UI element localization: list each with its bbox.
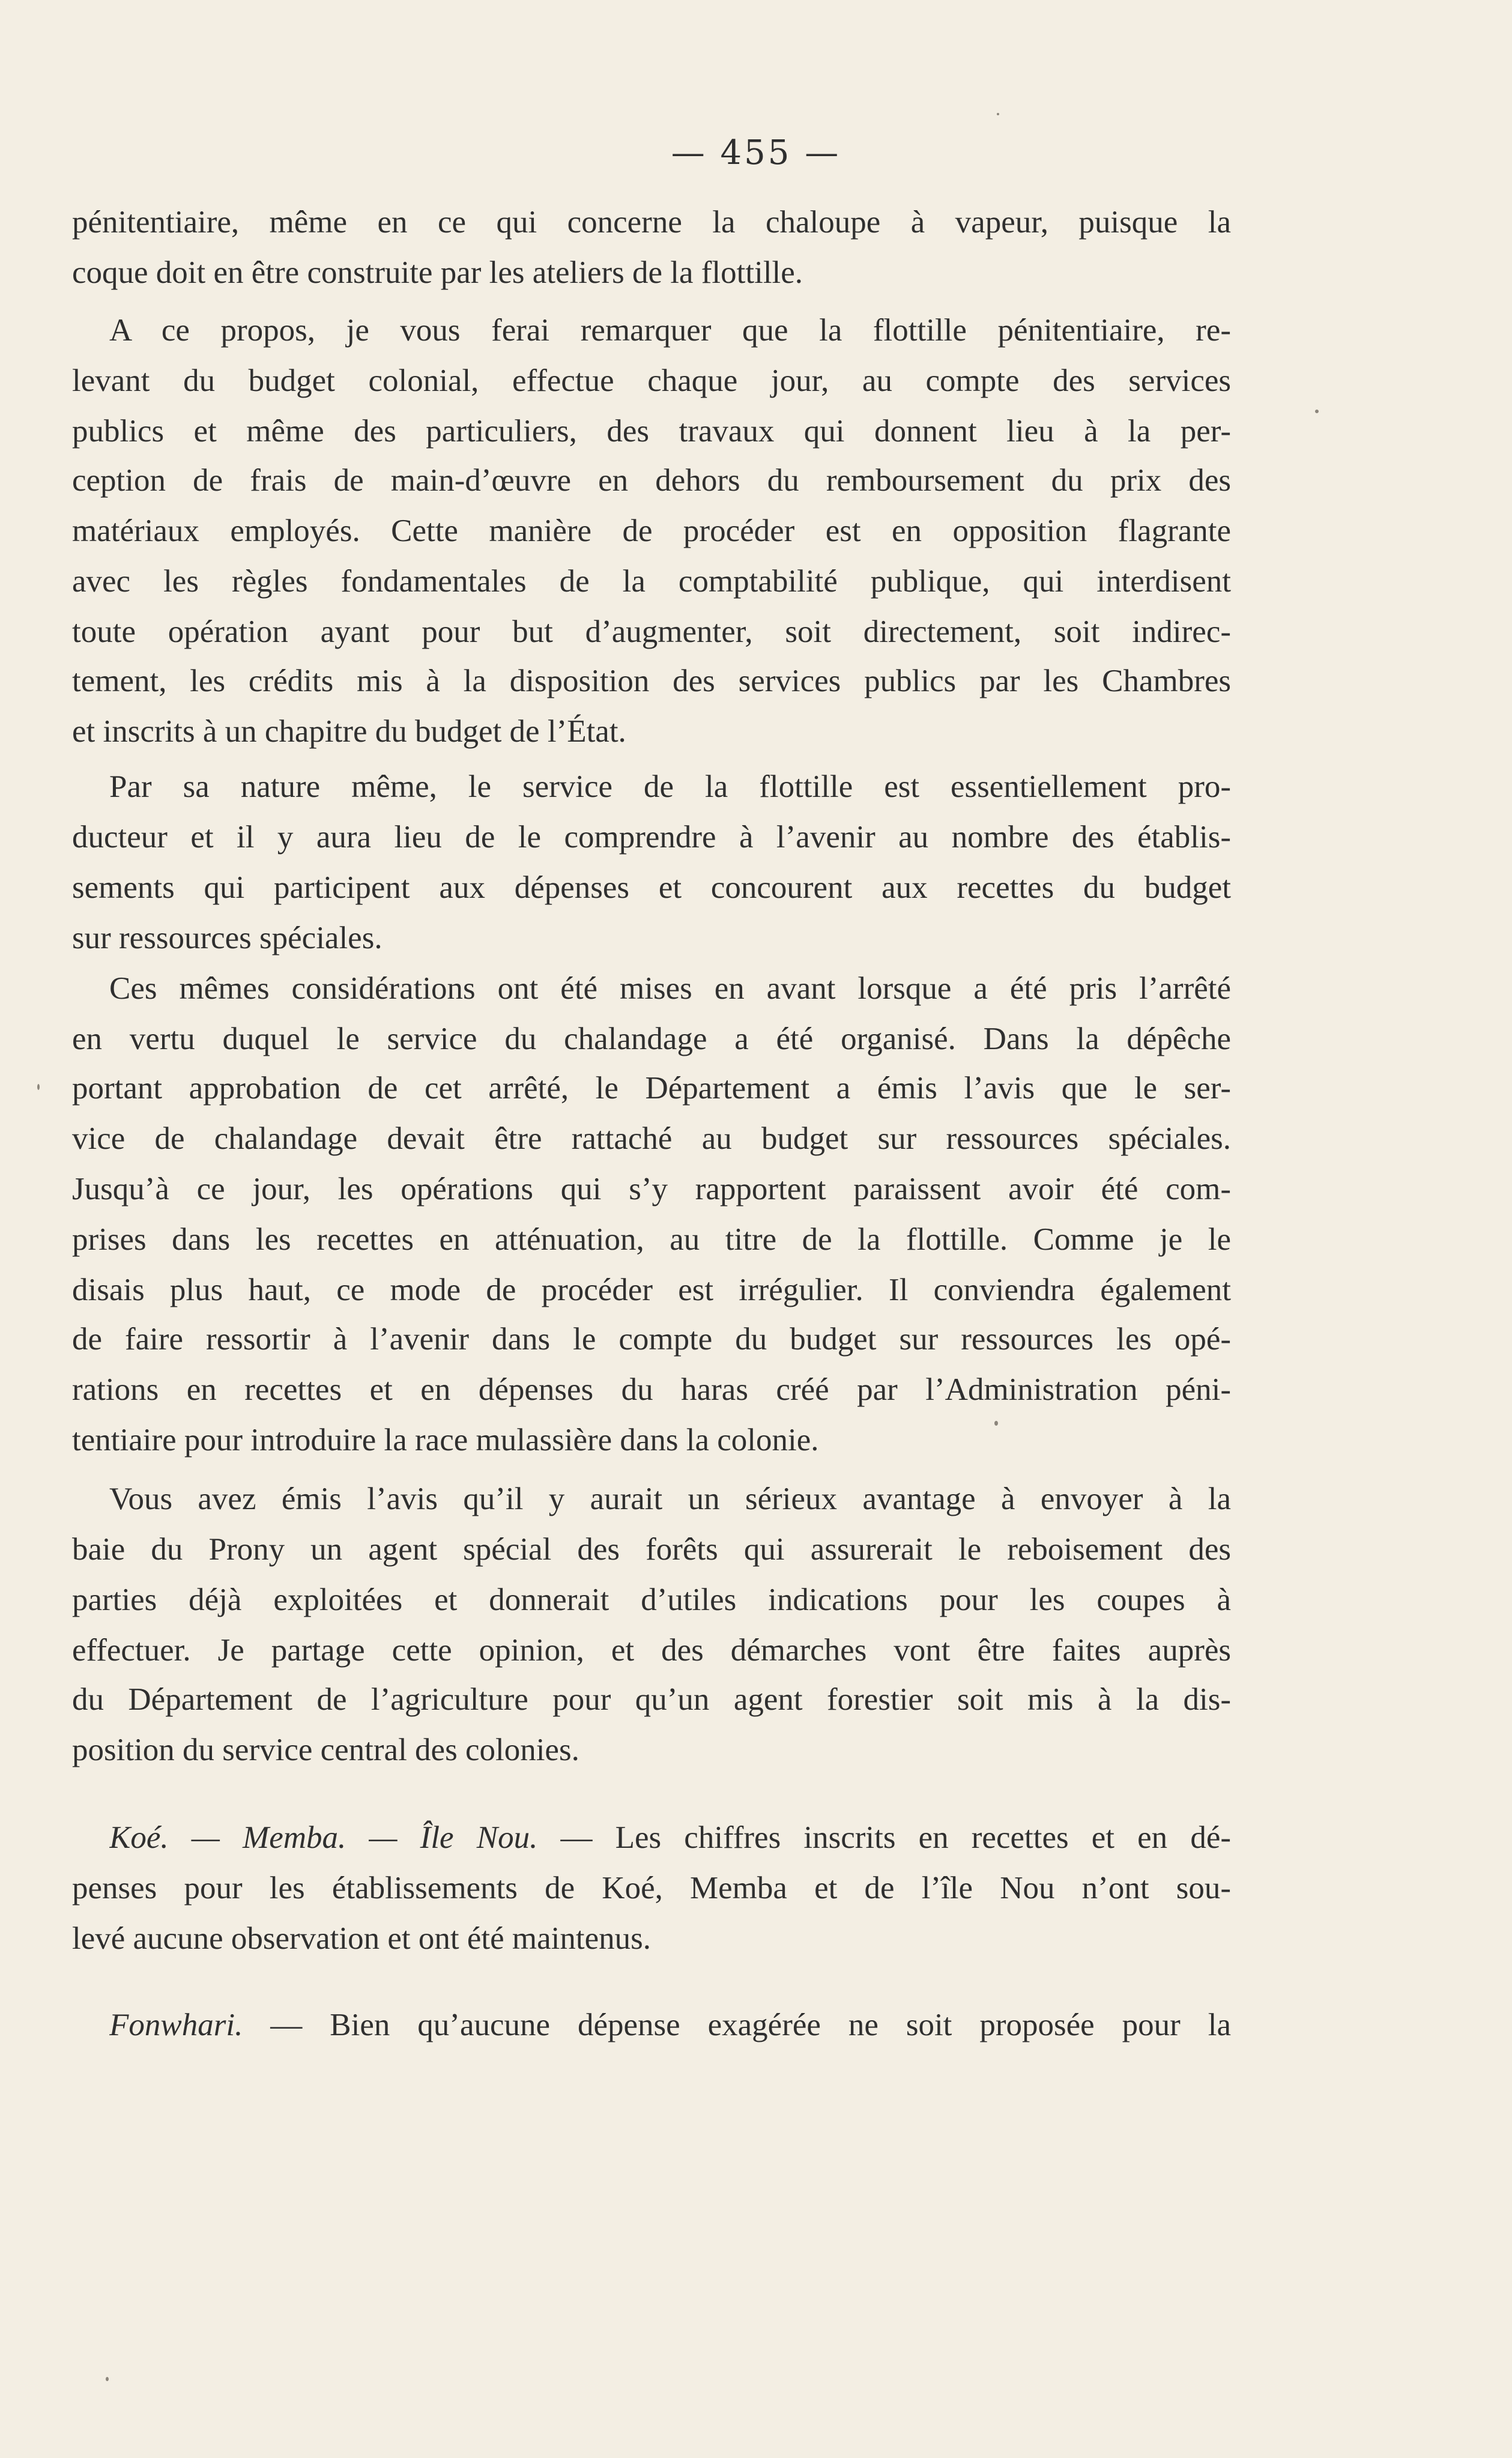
text-line: en vertu duquel le service du chalandage a été organisé. Dans la dépêche <box>72 1022 1231 1056</box>
text-line: effectuer. Je partage cette opinion, et des démarches vont être faites auprès <box>72 1633 1231 1668</box>
text-line: parties déjà exploitées et donnerait d’utiles indications pour les coupes à <box>72 1582 1231 1617</box>
text-line: baie du Prony un agent spécial des forêts qui assurerait le reboisement des <box>72 1532 1231 1567</box>
text-line: pénitentiaire, même en ce qui concerne la chaloupe à vapeur, puisque la <box>72 205 1231 240</box>
text-line: et inscrits à un chapitre du budget de l’État. <box>72 714 626 749</box>
scan-speck <box>997 113 999 115</box>
text-line: sements qui participent aux dépenses et concourent aux recettes du budget <box>72 870 1231 905</box>
text-line: levant du budget colonial, effectue chaque jour, au compte des services <box>72 363 1231 398</box>
text-line: rations en recettes et en dépenses du haras créé par l’Administration péni- <box>72 1372 1231 1407</box>
scan-speck <box>994 1421 998 1426</box>
text-line: tentiaire pour introduire la race mulassière dans la colonie. <box>72 1423 819 1458</box>
text-line: — Bien qu’aucune dépense exagérée ne soit proposée pour la <box>243 2008 1231 2042</box>
scan-speck <box>37 1084 40 1090</box>
text-line: portant approbation de cet arrêté, le Département a émis l’avis que le ser- <box>72 1071 1231 1106</box>
text-line: ducteur et il y aura lieu de le comprendre à l’avenir au nombre des établis- <box>72 820 1231 855</box>
text-line: levé aucune observation et ont été maintenus. <box>72 1921 651 1956</box>
text-line: vice de chalandage devait être rattaché au budget sur ressources spéciales. <box>72 1121 1231 1156</box>
text-line: Ces mêmes considérations ont été mises en avant lorsque a été pris l’arrêté <box>109 971 1231 1006</box>
page-number: — 455 — <box>671 133 841 172</box>
text-line: penses pour les établissements de Koé, Memba et de l’île Nou n’ont sou- <box>72 1871 1231 1906</box>
text-line: sur ressources spéciales. <box>72 921 383 955</box>
scan-speck <box>106 2377 109 2381</box>
text-line: tement, les crédits mis à la disposition des services publics par les Chambres <box>72 664 1231 698</box>
text-line: Jusqu’à ce jour, les opérations qui s’y rapportent paraissent avoir été com- <box>72 1172 1231 1206</box>
text-line: ception de frais de main-d’œuvre en dehors du remboursement du prix des <box>72 463 1231 498</box>
text-line: toute opération ayant pour but d’augmenter, soit directement, soit indirec- <box>72 614 1231 649</box>
text-line: prises dans les recettes en atténuation, au titre de la flottille. Comme je le <box>72 1222 1231 1257</box>
section-heading: Koé. — Memba. — Île Nou. <box>109 1820 538 1855</box>
text-line: — Les chiffres inscrits en recettes et en dé- <box>537 1820 1231 1855</box>
section-line <box>109 1812 1231 1863</box>
text-line: position du service central des colonies. <box>72 1733 579 1767</box>
text-line: du Département de l’agriculture pour qu’un agent forestier soit mis à la dis- <box>72 1682 1231 1717</box>
text-line: coque doit en être construite par les ateliers de la flottille. <box>72 255 803 290</box>
text-line: publics et même des particuliers, des travaux qui donnent lieu à la per- <box>72 414 1231 449</box>
text-line: Par sa nature même, le service de la flottille est essentiellement pro- <box>109 769 1231 804</box>
text-line: matériaux employés. Cette manière de procéder est en opposition flagrante <box>72 513 1231 548</box>
text-line: de faire ressortir à l’avenir dans le compte du budget sur ressources les opé- <box>72 1322 1231 1357</box>
text-line: avec les règles fondamentales de la comptabilité publique, qui interdisent <box>72 564 1231 599</box>
text-line: disais plus haut, ce mode de procéder est irrégulier. Il conviendra également <box>72 1273 1231 1307</box>
scan-speck <box>1315 410 1319 413</box>
section-line <box>109 2000 1231 2050</box>
section-heading: Fonwhari. <box>109 2008 243 2042</box>
text-line: A ce propos, je vous ferai remarquer que la flottille pénitentiaire, re- <box>109 313 1231 348</box>
text-line: Vous avez émis l’avis qu’il y aurait un sérieux avantage à envoyer à la <box>109 1482 1231 1516</box>
